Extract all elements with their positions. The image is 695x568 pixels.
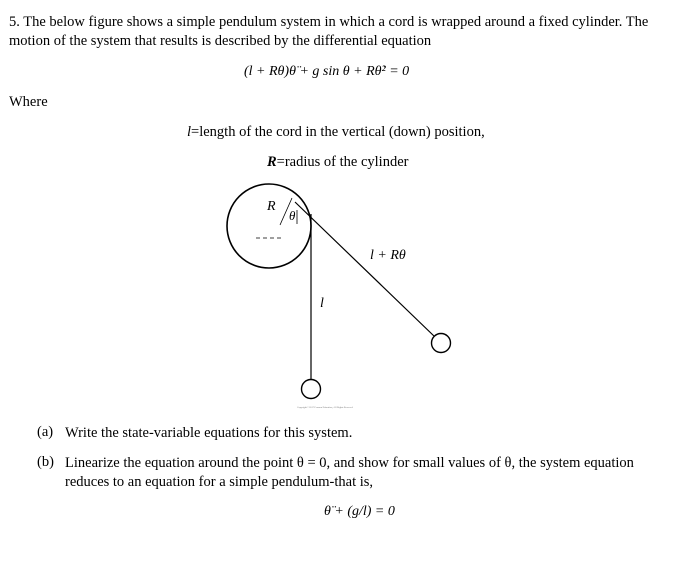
figure-copyright: Copyright ©2017 Pearson Education, All Rights Reserved bbox=[297, 406, 353, 409]
definition-l-text: =length of the cord in the vertical (down) position, bbox=[191, 124, 485, 140]
problem-intro-line2: motion of the system that results is described by the differential equation bbox=[9, 33, 432, 49]
label-theta: θ bbox=[289, 208, 296, 223]
definition-l-symbol: l bbox=[187, 124, 192, 140]
question-b-line2: reduces to an equation for a simple pendulum-that is, bbox=[65, 474, 374, 490]
where-label: Where bbox=[9, 94, 48, 110]
problem-number: 5. bbox=[9, 14, 20, 30]
simple-pendulum-equation: θ̈ + (g/l) = 0 bbox=[324, 504, 395, 519]
label-l: l bbox=[320, 296, 324, 311]
vertical-bob bbox=[302, 380, 321, 399]
inclined-cord bbox=[295, 202, 435, 337]
main-equation: (l + Rθ)θ̈ + g sin θ + Rθ̇² = 0 bbox=[244, 64, 410, 79]
question-b-text bbox=[65, 454, 685, 492]
problem-intro-line1: The below figure shows a simple pendulum system in which a cord is wrapped around a fixed cylinder. The bbox=[23, 14, 649, 30]
question-b-mark: (b) bbox=[37, 454, 54, 470]
label-l-plus-Rtheta: l + Rθ bbox=[370, 248, 406, 263]
definition-R-symbol: R bbox=[267, 154, 277, 170]
definition-R-text: =radius of the cylinder bbox=[276, 154, 409, 170]
question-a-text: Write the state-variable equations for this system. bbox=[65, 425, 353, 441]
question-b-line1: Linearize the equation around the point θ = 0, and show for small values of θ, the system equation bbox=[65, 455, 634, 471]
label-R: R bbox=[267, 199, 276, 214]
inclined-bob bbox=[432, 334, 451, 353]
cylinder-circle bbox=[227, 184, 311, 268]
question-a-mark: (a) bbox=[37, 424, 54, 440]
